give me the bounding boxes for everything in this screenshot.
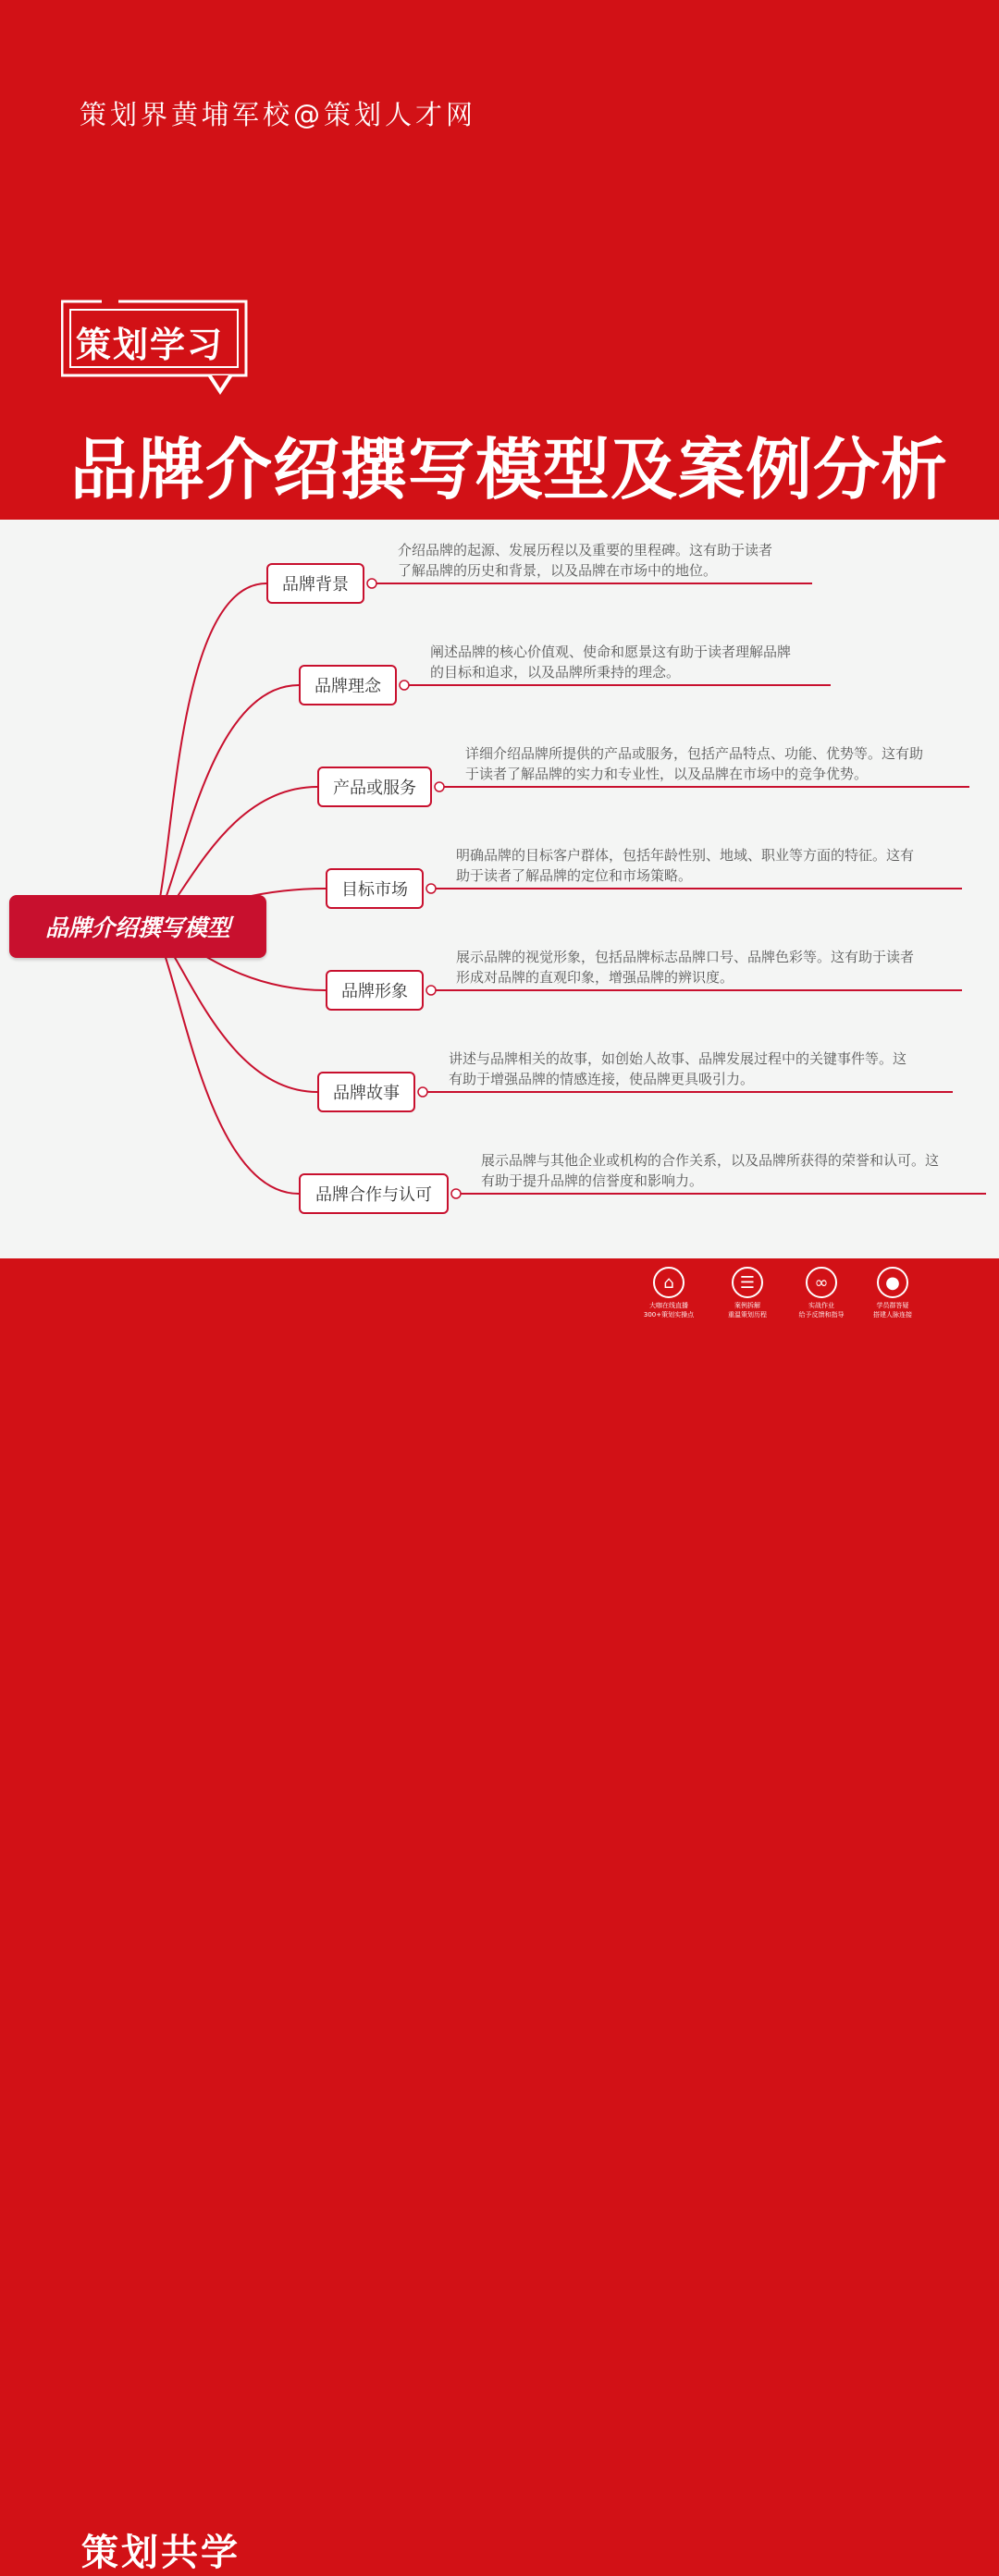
collapse-toggle-icon — [451, 1189, 461, 1198]
footer-feature — [784, 1267, 858, 1319]
collapse-toggle-icon — [418, 1087, 427, 1097]
badge-label: 策划学习 — [76, 325, 225, 365]
header-banner — [0, 0, 999, 520]
footer-feature-label: 学员群答疑 搭建人脉连接 — [873, 1302, 912, 1319]
mindmap-branch-node: 品牌理念 — [299, 665, 397, 705]
footer-feature-label: 案例拆解 重温策划历程 — [728, 1302, 767, 1319]
branch-connector — [148, 685, 299, 926]
footer-feature-label: 大咖在线直播 300+策划实操点 — [643, 1302, 695, 1319]
mindmap-branch-node: 品牌形象 — [326, 970, 424, 1011]
footer-feature — [856, 1267, 930, 1319]
collapse-toggle-icon — [400, 681, 409, 690]
link-icon: ∞ — [806, 1267, 837, 1298]
branch-description: 展示品牌与其他企业或机构的合作关系，以及品牌所获得的荣誉和认可。这 有助于提升品牌的信誉度和影响力。 — [481, 1152, 940, 1189]
collapse-toggle-icon — [426, 884, 436, 893]
document-icon: ☰ — [732, 1267, 763, 1298]
mindmap-branch-node: 品牌合作与认可 — [299, 1173, 449, 1214]
mindmap-branch-node: 品牌背景 — [266, 563, 364, 604]
branch-connector — [148, 583, 266, 926]
branch-description: 展示品牌的视觉形象，包括品牌标志品牌口号、品牌色彩等。这有助于读者 形成对品牌的直观印象，增强品牌的辨识度。 — [456, 949, 915, 986]
mindmap-canvas — [0, 520, 999, 1259]
branch-description: 讲述与品牌相关的故事，如创始人故事、品牌发展过程中的关键事件等。这 有助于增强品牌的情感连接，使品牌更具吸引力。 — [449, 1050, 907, 1087]
wechat-icon: ● — [877, 1267, 908, 1298]
collapse-toggle-icon — [435, 782, 444, 791]
footer-title: 策划共学 — [81, 2532, 240, 2574]
mindmap-branch-node: 产品或服务 — [317, 767, 432, 807]
branch-description: 详细介绍品牌所提供的产品或服务，包括产品特点、功能、优势等。这有助 于读者了解品牌的实力和专业性，以及品牌在市场中的竞争优势。 — [465, 745, 924, 782]
home-icon: ⌂ — [653, 1267, 684, 1298]
footer-feature-label: 实战作业 给予反馈和指导 — [798, 1302, 845, 1319]
footer-feature — [710, 1267, 784, 1319]
mindmap-connectors — [0, 520, 999, 1259]
footer-feature — [632, 1267, 706, 1319]
mindmap-branch-node: 目标市场 — [326, 868, 424, 909]
header-subtitle: 策划界黄埔军校@策划人才网 — [80, 99, 477, 130]
mindmap-root-node: 品牌介绍撰写模型 — [9, 895, 266, 958]
branch-description: 明确品牌的目标客户群体，包括年龄性别、地域、职业等方面的特征。这有 助于读者了解品牌的定位和市场策略。 — [456, 847, 915, 884]
page-title: 品牌介绍撰写模型及案例分析 — [70, 431, 949, 509]
collapse-toggle-icon — [426, 986, 436, 995]
mindmap-branch-node: 品牌故事 — [317, 1072, 415, 1112]
branch-description: 介绍品牌的起源、发展历程以及重要的里程碑。这有助于读者 了解品牌的历史和背景，以及品牌在市场中的地位。 — [398, 542, 773, 579]
branch-description: 阐述品牌的核心价值观、使命和愿景这有助于读者理解品牌 的目标和追求，以及品牌所秉持的理念。 — [430, 644, 792, 681]
collapse-toggle-icon — [367, 579, 376, 588]
